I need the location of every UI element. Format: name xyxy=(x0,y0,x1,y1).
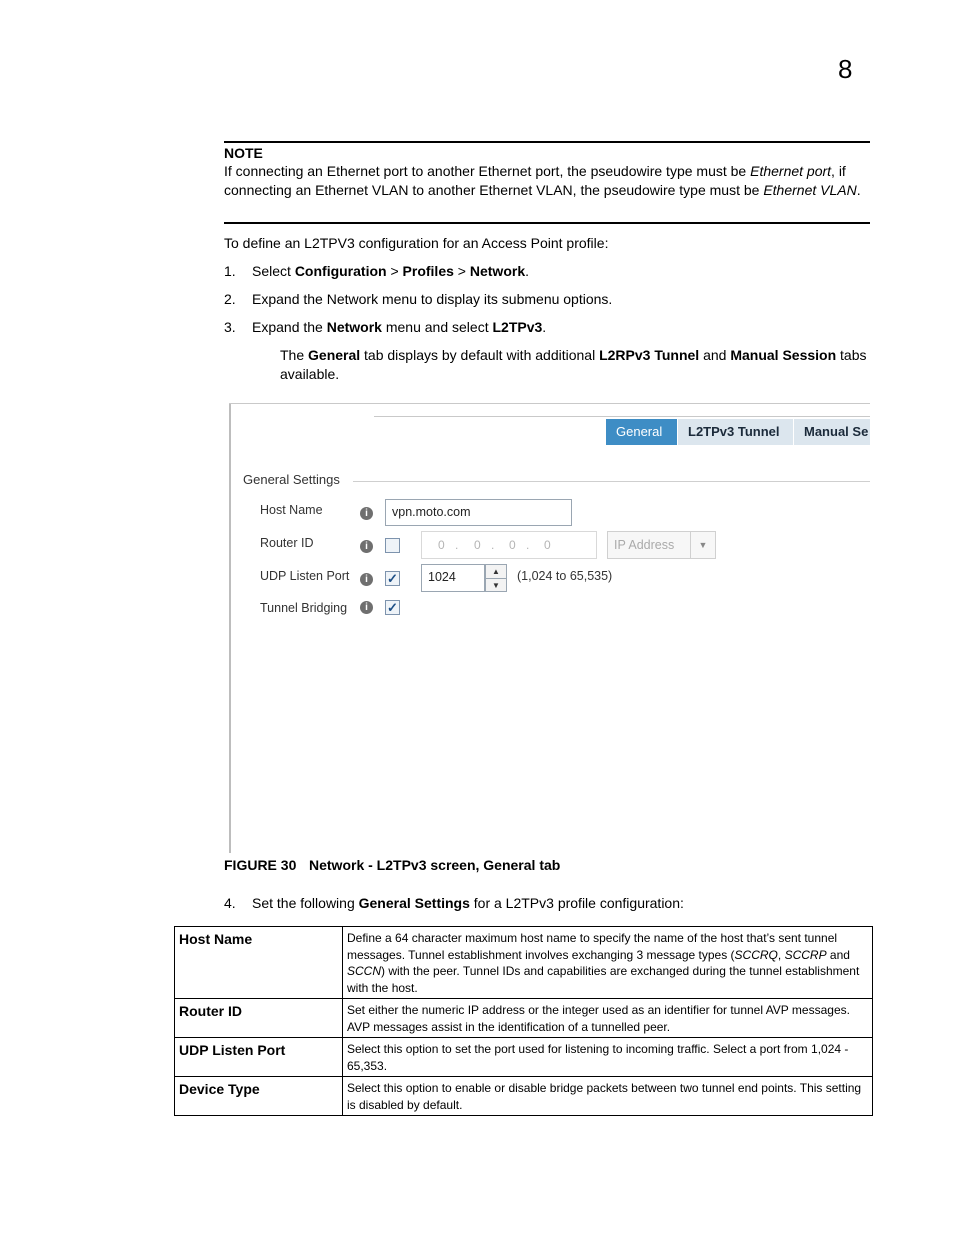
step-1-number: 1. xyxy=(224,263,236,279)
ip-octet-4: 0 xyxy=(544,538,551,552)
table-description: Set either the numeric IP address or the integer used as an identifier for tunnel AVP messages. AVP messages assist in the identification of a tunnelled peer. xyxy=(343,999,873,1038)
tunnel-bridging-checkbox[interactable]: ✓ xyxy=(385,600,400,615)
figure-left-border xyxy=(229,403,231,853)
table-row xyxy=(175,1077,873,1116)
step-1-text: Select Configuration > Profiles > Network. xyxy=(252,263,529,279)
router-id-label: Router ID xyxy=(260,536,314,550)
tab-l2tpv3-tunnel[interactable]: L2TPv3 Tunnel xyxy=(678,419,793,445)
note-top-rule xyxy=(224,141,870,143)
router-id-type-value: IP Address xyxy=(614,538,675,552)
table-row xyxy=(175,927,873,999)
step-3-number: 3. xyxy=(224,319,236,335)
udp-port-stepper[interactable] xyxy=(485,564,507,592)
table-key: UDP Listen Port xyxy=(175,1038,343,1077)
table-row xyxy=(175,999,873,1038)
step-4-number: 4. xyxy=(224,895,236,911)
tab-general[interactable]: General xyxy=(606,419,677,445)
note-bottom-rule xyxy=(224,222,870,224)
step-3-text: Expand the Network menu and select L2TPv3. xyxy=(252,319,547,335)
router-id-checkbox[interactable] xyxy=(385,538,400,553)
router-id-ip-input[interactable] xyxy=(421,531,597,559)
table-description: Define a 64 character maximum host name to specify the name of the host that’s sent tunnel messages. Tunnel establishment involves exchanging 3 message types (SCCRQ, SCCRP and SCCN) with the peer. Tunnel IDs and capabilities are exchanged during the tunnel establishment with the host. xyxy=(343,927,873,999)
settings-table xyxy=(174,926,873,1116)
table-key: Router ID xyxy=(175,999,343,1038)
tab-strip-line xyxy=(374,416,870,417)
router-id-info-icon[interactable]: i xyxy=(360,540,373,553)
udp-port-range-hint: (1,024 to 65,535) xyxy=(517,569,613,583)
udp-listen-port-checkbox[interactable]: ✓ xyxy=(385,571,400,586)
step-4-text: Set the following General Settings for a L2TPv3 profile configuration: xyxy=(252,895,684,911)
step-2-text: Expand the Network menu to display its submenu options. xyxy=(252,291,613,307)
ip-dot-3: . xyxy=(526,538,530,552)
udp-listen-port-info-icon[interactable]: i xyxy=(360,573,373,586)
table-description: Select this option to set the port used for listening to incoming traffic. Select a port from 1,024 - 65,353. xyxy=(343,1038,873,1077)
table-description: Select this option to enable or disable bridge packets between two tunnel end points. This setting is disabled by default. xyxy=(343,1077,873,1116)
chevron-down-icon: ▼ xyxy=(690,532,715,558)
figure-screenshot xyxy=(229,403,870,853)
host-name-label: Host Name xyxy=(260,503,323,517)
chapter-number: 8 xyxy=(838,54,853,84)
ip-octet-3: 0 xyxy=(509,538,516,552)
ip-octet-2: 0 xyxy=(474,538,481,552)
ip-dot-2: . xyxy=(491,538,495,552)
general-settings-label: General Settings xyxy=(243,472,340,487)
stepper-down-icon[interactable]: ▼ xyxy=(492,581,500,590)
udp-listen-port-input[interactable]: 1024 xyxy=(421,564,485,592)
note-text: If connecting an Ethernet port to another Ethernet port, the pseudowire type must be Ethernet port, if connecting an Ethernet VLAN to another Ethernet VLAN, the pseudowire type must be Ethernet VLAN. xyxy=(224,163,861,198)
ip-octet-1: 0 xyxy=(438,538,445,552)
table-key: Host Name xyxy=(175,927,343,999)
tab-manual-session[interactable]: Manual Se xyxy=(794,419,870,445)
step-2-number: 2. xyxy=(224,291,236,307)
intro-paragraph: To define an L2TPV3 configuration for an Access Point profile: xyxy=(224,235,609,251)
general-settings-divider xyxy=(353,481,870,482)
note-title: NOTE xyxy=(224,145,263,161)
ip-dot-1: . xyxy=(455,538,459,552)
router-id-type-select[interactable] xyxy=(607,531,716,559)
udp-listen-port-label: UDP Listen Port xyxy=(260,569,350,583)
step-3-detail: The General tab displays by default with additional L2RPv3 Tunnel and Manual Session tabs available. xyxy=(280,347,867,382)
table-key: Device Type xyxy=(175,1077,343,1116)
figure-top-border xyxy=(229,403,870,404)
tunnel-bridging-info-icon[interactable]: i xyxy=(360,601,373,614)
stepper-up-icon[interactable]: ▲ xyxy=(486,565,506,579)
host-name-input[interactable]: vpn.moto.com xyxy=(385,499,572,526)
tunnel-bridging-label: Tunnel Bridging xyxy=(260,601,348,615)
figure-caption-number: FIGURE 30 xyxy=(224,857,297,873)
table-row xyxy=(175,1038,873,1077)
host-name-info-icon[interactable]: i xyxy=(360,507,373,520)
figure-caption-text: Network - L2TPv3 screen, General tab xyxy=(309,857,561,873)
